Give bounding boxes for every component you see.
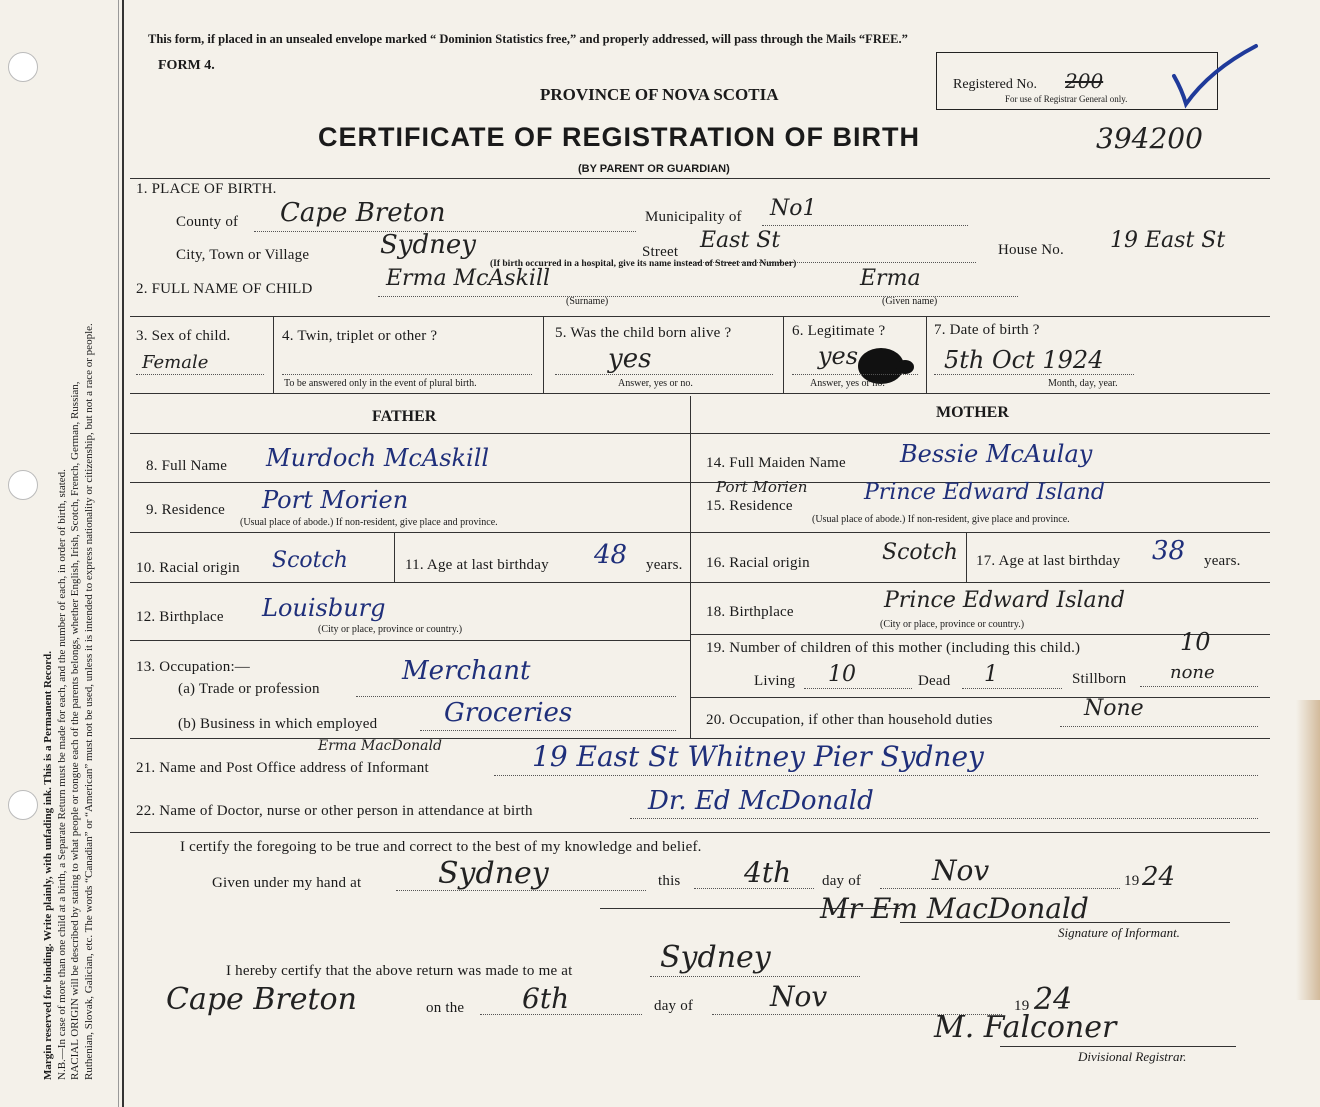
sidebar-instructions [42, 323, 96, 1080]
county-value: Cape Breton [280, 198, 446, 228]
hospital-note: (If birth occurred in a hospital, give its name instead of Street and Number) [490, 259, 797, 269]
mother-race: Scotch [882, 540, 958, 565]
sidebar-line-1: Margin reserved for binding. Write plainly, with unfading ink. This is a Permanent Record. [42, 651, 54, 1080]
father-birthplace: Louisburg [262, 594, 386, 622]
living-label: Living [754, 673, 796, 689]
given-this-label: this [658, 873, 681, 889]
father-birthplace-caption: (City or place, province or country.) [318, 624, 463, 635]
father-business-dotted [420, 730, 676, 731]
children-label: 19. Number of children of this mother (including this child.) [706, 640, 1081, 656]
city-value: Sydney [380, 230, 476, 260]
alive-caption: Answer, yes or no. [618, 378, 693, 389]
sex-label: 3. Sex of child. [136, 328, 231, 344]
informant-name-small: Erma MacDonald [318, 738, 442, 754]
mother-age: 38 [1152, 536, 1186, 566]
given-year-prefix: 19 [1124, 873, 1140, 889]
stillborn-dotted [1140, 686, 1258, 687]
given-dayof-label: day of [822, 873, 862, 889]
dead-value: 1 [984, 662, 998, 687]
signature-caption: Signature of Informant. [1058, 925, 1180, 940]
municipality-dotted [762, 225, 968, 226]
registrar-year: 24 [1034, 982, 1073, 1017]
given-day-dotted [694, 888, 814, 889]
father-occupation-label: 13. Occupation:— [136, 659, 251, 675]
mother-age-label: 17. Age at last birthday [976, 553, 1121, 569]
legit-caption: Answer, yes or no. [810, 378, 885, 389]
certify-statement: I certify the foregoing to be true and correct to the best of my knowledge and belief. [180, 839, 702, 855]
registrar-day: 6th [522, 982, 570, 1015]
given-caption: (Given name) [882, 296, 938, 307]
street-label: Street [642, 244, 679, 260]
registrar-month: Nov [770, 980, 828, 1013]
mother-race-label: 16. Racial origin [706, 555, 810, 571]
children-value: 10 [1180, 628, 1211, 656]
house-label: House No. [998, 242, 1064, 258]
registrar-statement: I hereby certify that the above return was made to me at [226, 963, 573, 979]
rule-res [130, 532, 1270, 533]
mailing-note: This form, if placed in an unsealed envelope marked “ Dominion Statistics free,” and properly addressed, will pass through the Mails “FREE.” [148, 32, 908, 46]
registrar-use-note: For use of Registrar General only. [1005, 94, 1128, 104]
registrar-year-prefix: 19 [1014, 998, 1030, 1014]
rule-row3-v2 [543, 316, 544, 393]
rule-occupation [130, 738, 1270, 739]
registrar-day-dotted [480, 1014, 642, 1015]
sidebar-line-2: N.B.—In case of more than one child at a birth, a Separate Return must be made for each, and the number of each, in order of birth, stated. [55, 469, 68, 1080]
registrar-caption: Divisional Registrar. [1078, 1049, 1187, 1064]
informant-dotted [494, 775, 1258, 776]
place-label: 1. PLACE OF BIRTH. [136, 181, 277, 197]
rule-row3-top [130, 316, 1270, 317]
father-name-label: 8. Full Name [146, 458, 228, 474]
mother-residence-caption: (Usual place of abode.) If non-resident, give place and province. [812, 514, 1070, 525]
registrar-on-the: on the [426, 1000, 465, 1016]
doctor-name: Dr. Ed McDonald [648, 786, 874, 816]
father-age-label: 11. Age at last birthday [405, 557, 549, 573]
given-label: Given under my hand at [212, 875, 362, 891]
municipality-label: Municipality of [645, 209, 742, 225]
mother-occupation-dotted [1060, 726, 1258, 727]
binding-hole-bottom [8, 790, 38, 820]
father-race-label: 10. Racial origin [136, 560, 240, 576]
sidebar-line-4: Ruthenian, Slovak, Galician, etc. The words “Canadian” or “American” must not be used, unless it is intended to express nationality or citizenship, but not a race or people. [82, 323, 95, 1080]
rule-row3-v1 [273, 316, 274, 393]
registrar-place: Sydney [660, 940, 771, 975]
certificate-title: CERTIFICATE OF REGISTRATION OF BIRTH [318, 122, 920, 152]
mother-years: years. [1204, 553, 1241, 569]
father-residence-label: 9. Residence [146, 502, 226, 518]
dead-label: Dead [918, 673, 951, 689]
registered-value: 200 [1065, 69, 1104, 93]
given-month-dotted [880, 888, 1120, 889]
alive-label: 5. Was the child born alive ? [555, 325, 732, 341]
mother-birthplace: Prince Edward Island [884, 588, 1125, 613]
sex-value: Female [142, 352, 209, 373]
county-label: County of [176, 214, 239, 230]
form-number: FORM 4. [158, 58, 215, 73]
edge-stain [1296, 700, 1320, 1000]
father-trade-label: (a) Trade or profession [178, 681, 320, 697]
informant-address: 19 East St Whitney Pier Sydney [532, 740, 984, 773]
stillborn-value: none [1170, 662, 1215, 683]
dob-value: 5th Oct 1924 [944, 346, 1104, 374]
mother-residence-pre: Port Morien [716, 478, 808, 496]
informant-signature: Mr Em MacDonald [820, 892, 1089, 925]
city-label: City, Town or Village [176, 247, 310, 263]
father-birthplace-label: 12. Birthplace [136, 609, 224, 625]
given-place: Sydney [438, 856, 549, 891]
dob-caption: Month, day, year. [1048, 378, 1118, 389]
dob-dotted [934, 374, 1134, 375]
father-trade-dotted [356, 696, 676, 697]
checkmark-icon [1170, 40, 1260, 110]
ink-blot-small [896, 360, 914, 374]
mother-residence-label: 15. Residence [706, 498, 793, 514]
stillborn-label: Stillborn [1072, 671, 1127, 687]
given-day: 4th [744, 856, 792, 889]
father-business: Groceries [444, 698, 573, 728]
certificate-subtitle: (BY PARENT OR GUARDIAN) [578, 163, 730, 175]
given-year: 24 [1142, 862, 1176, 892]
registrar-dayof-label: day of [654, 998, 694, 1014]
twin-dotted [282, 374, 532, 375]
father-name: Murdoch McAskill [266, 444, 490, 472]
certificate-number: 394200 [1096, 122, 1203, 155]
twin-label: 4. Twin, triplet or other ? [282, 328, 438, 344]
mother-occupation-label: 20. Occupation, if other than household duties [706, 712, 993, 728]
father-residence-caption: (Usual place of abode.) If non-resident, give place and province. [240, 517, 498, 528]
binding-hole-top [8, 52, 38, 82]
mother-birthplace-caption: (City or place, province or country.) [880, 619, 1025, 630]
legit-label: 6. Legitimate ? [792, 323, 886, 339]
registered-label: Registered No. [953, 77, 1037, 92]
legit-value: yes [818, 342, 859, 370]
father-business-label: (b) Business in which employed [178, 716, 378, 732]
margin-rule-inner [118, 0, 119, 1107]
father-years: years. [646, 557, 683, 573]
mother-occupation: None [1084, 696, 1144, 721]
living-value: 10 [828, 662, 856, 687]
given-month: Nov [932, 854, 990, 887]
rule-age-father [394, 532, 395, 582]
legit-dotted [792, 374, 918, 375]
informant-label: 21. Name and Post Office address of Informant [136, 760, 429, 776]
father-trade: Merchant [402, 656, 531, 686]
municipality-value: No1 [770, 196, 817, 221]
rule-row3-v4 [926, 316, 927, 393]
margin-rule [122, 0, 124, 1107]
child-surname: Erma McAskill [386, 266, 551, 291]
given-place-dotted [396, 890, 646, 891]
informant-signature-rule [900, 922, 1230, 923]
rule-heading [130, 433, 1270, 434]
rule-certify [130, 832, 1270, 833]
rule-row3-v3 [783, 316, 784, 393]
child-given-name: Erma [860, 266, 921, 291]
mother-name-label: 14. Full Maiden Name [706, 455, 846, 471]
alive-value: yes [608, 344, 652, 374]
street-value: East St [700, 228, 781, 253]
registrar-signature: M. Falconer [934, 1010, 1117, 1045]
father-race: Scotch [272, 548, 348, 573]
dead-dotted [962, 688, 1062, 689]
sex-dotted [136, 374, 264, 375]
registrar-county: Cape Breton [166, 982, 357, 1017]
dob-label: 7. Date of birth ? [934, 322, 1040, 338]
surname-caption: (Surname) [566, 296, 609, 307]
father-residence: Port Morien [262, 486, 409, 514]
registrar-place-dotted [650, 976, 860, 977]
sidebar-line-3: RACIAL ORIGIN will be described by stating to what people or tongue each of the parents belongs, whether English, Irish, Scotch, French, German, Russian, [69, 381, 81, 1080]
mother-residence: Prince Edward Island [864, 480, 1105, 505]
mother-birthplace-label: 18. Birthplace [706, 604, 794, 620]
province-heading: PROVINCE OF NOVA SCOTIA [540, 85, 779, 104]
rule-race [130, 582, 1270, 583]
alive-dotted [555, 374, 773, 375]
rule-bp-father [130, 640, 690, 641]
rule-age-mother [966, 532, 967, 582]
living-dotted [804, 688, 912, 689]
father-age: 48 [594, 540, 628, 570]
rule-top [130, 178, 1270, 179]
registrar-signature-rule [1000, 1046, 1236, 1047]
doctor-label: 22. Name of Doctor, nurse or other person in attendance at birth [136, 803, 533, 819]
rule-children [690, 697, 1270, 698]
parents-divider [690, 396, 691, 738]
child-name-label: 2. FULL NAME OF CHILD [136, 281, 313, 297]
doctor-dotted [630, 818, 1258, 819]
mother-name: Bessie McAulay [900, 440, 1093, 468]
mother-heading: MOTHER [936, 404, 1009, 421]
binding-hole-middle [8, 470, 38, 500]
twin-note: To be answered only in the event of plural birth. [284, 378, 477, 389]
rule-row3-bottom [130, 393, 1270, 394]
father-heading: FATHER [372, 408, 437, 425]
house-value: 19 East St [1110, 228, 1226, 253]
